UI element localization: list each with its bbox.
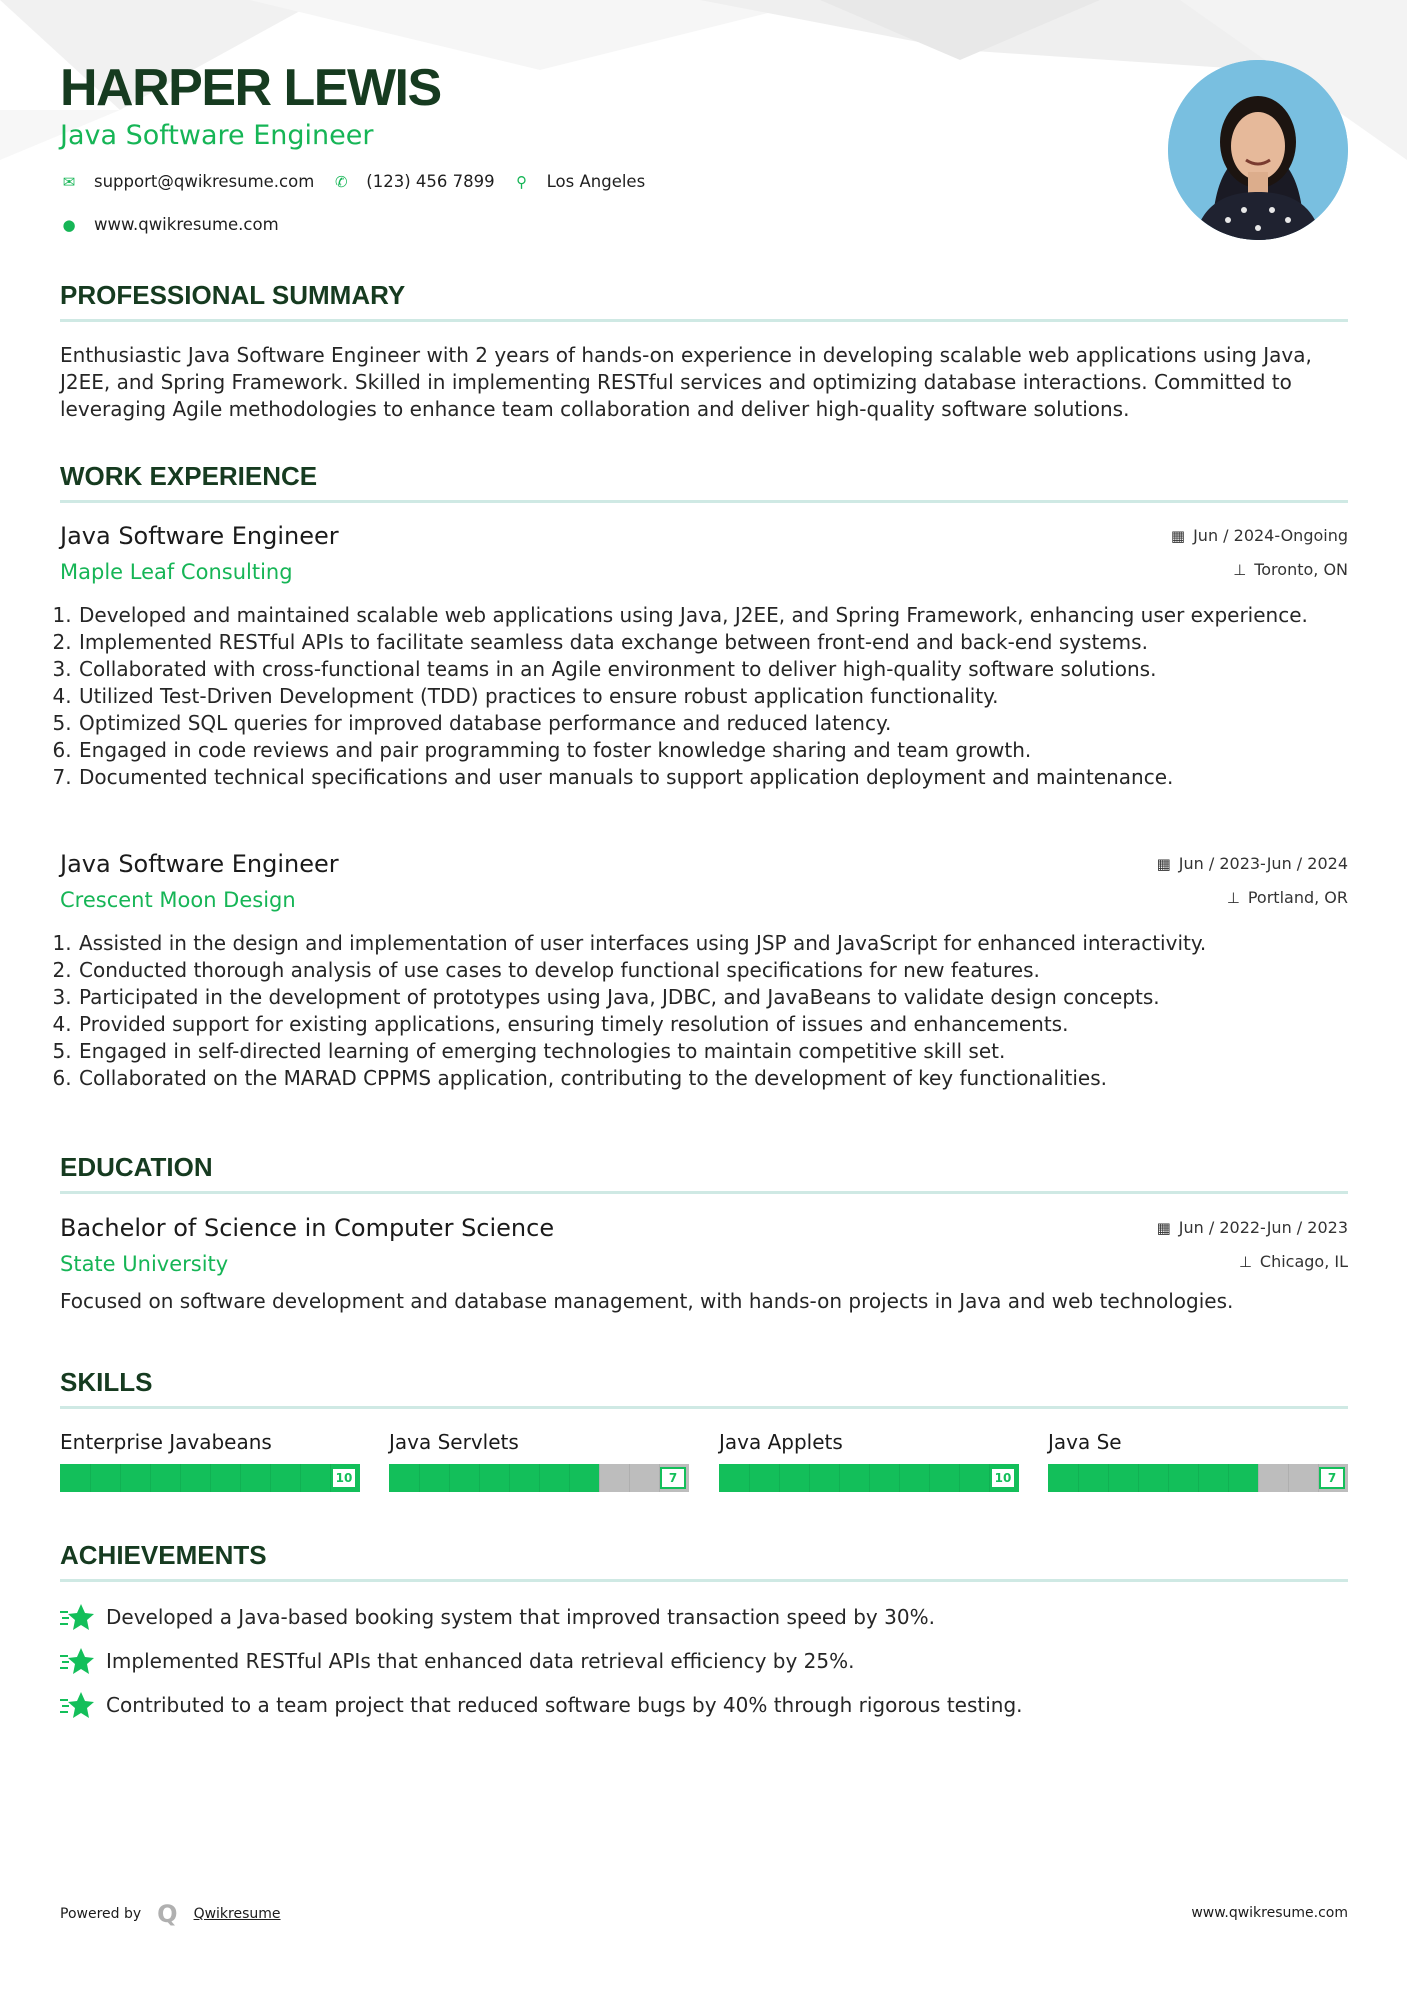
skill-bar-segment	[180, 1464, 181, 1492]
skill-bar-segment	[569, 1464, 570, 1492]
footer-website[interactable]: www.qwikresume.com	[1191, 1905, 1348, 1921]
skill-bar-segment	[419, 1464, 420, 1492]
skill-bar	[60, 1464, 360, 1492]
skill-bar-segment	[749, 1464, 750, 1492]
skill-bar-segment	[929, 1464, 930, 1492]
list-item: 6. Engaged in code reviews and pair programming to foster knowledge sharing and team growth.	[78, 737, 1308, 764]
section-heading: SKILLS	[60, 1367, 1348, 1409]
location-text: Toronto, ON	[1254, 560, 1348, 579]
skill-bar-segment	[1138, 1464, 1139, 1492]
skills-section	[60, 1367, 1348, 1409]
achievement-item	[60, 1646, 855, 1676]
contact-row	[60, 172, 663, 191]
skill-bar-segment	[1228, 1464, 1229, 1492]
skill-bar-segment	[90, 1464, 91, 1492]
email[interactable]: support@qwikresume.com	[94, 172, 315, 191]
skill-bar	[1048, 1464, 1348, 1492]
website[interactable]: www.qwikresume.com	[94, 215, 279, 234]
qwikresume-logo-icon: Q	[157, 1900, 178, 1928]
job-dates	[1157, 854, 1348, 873]
skill-bar-segment	[1078, 1464, 1079, 1492]
website-row	[60, 215, 297, 234]
list-item: 4. Utilized Test-Driven Development (TDD) practices to ensure robust application functionality.	[78, 683, 1308, 710]
phone-icon: ✆	[335, 172, 348, 191]
section-heading: ACHIEVEMENTS	[60, 1540, 1348, 1582]
pushpin-icon: ⊥	[1238, 1252, 1252, 1271]
job-entry-title: Java Software Engineer	[60, 522, 339, 550]
powered-by-label: Powered by	[60, 1906, 142, 1922]
skill-bar-segment	[150, 1464, 151, 1492]
globe-icon: ●	[62, 215, 76, 234]
skill-bar-segment	[1168, 1464, 1169, 1492]
job-dates	[1171, 526, 1348, 545]
list-item: 1. Developed and maintained scalable web applications using Java, J2EE, and Spring Framework, enhancing user experience.	[78, 602, 1308, 629]
job-location	[1233, 560, 1348, 579]
skill-bar-segment	[300, 1464, 301, 1492]
skill-bar-segment	[449, 1464, 450, 1492]
skill-bar-segment	[599, 1464, 600, 1492]
skill-bar-segment	[120, 1464, 121, 1492]
envelope-icon: ✉	[62, 172, 76, 191]
education-dates	[1157, 1218, 1348, 1237]
company-name: Maple Leaf Consulting	[60, 560, 293, 584]
skill-bar-segment	[1258, 1464, 1259, 1492]
achievement-item	[60, 1602, 935, 1632]
achievement-text: Developed a Java-based booking system that improved transaction speed by 30%.	[106, 1605, 935, 1629]
date-range: Jun / 2022-Jun / 2023	[1178, 1218, 1348, 1237]
star-icon	[60, 1646, 94, 1676]
skill-bar-segment	[1108, 1464, 1109, 1492]
list-item: 2. Implemented RESTful APIs to facilitate seamless data exchange between front-end and back-end systems.	[78, 629, 1308, 656]
company-name: Crescent Moon Design	[60, 888, 296, 912]
job-bullets	[60, 930, 1206, 1092]
job-bullets	[60, 602, 1308, 791]
skill-item	[719, 1430, 1019, 1485]
list-item: 5. Optimized SQL queries for improved database performance and reduced latency.	[78, 710, 1308, 737]
skill-bar-segment	[779, 1464, 780, 1492]
skill-level: 10	[331, 1467, 357, 1489]
skill-item	[389, 1430, 689, 1485]
job-entry-title: Java Software Engineer	[60, 850, 339, 878]
skill-bar-segment	[1288, 1464, 1289, 1492]
skill-bar-segment	[240, 1464, 241, 1492]
powered-by	[60, 1900, 281, 1928]
date-range: Jun / 2023-Jun / 2024	[1178, 854, 1348, 873]
skill-name: Java Servlets	[389, 1430, 519, 1454]
list-item: 1. Assisted in the design and implementation of user interfaces using JSP and JavaScript for enhanced interactivity.	[78, 930, 1206, 957]
skill-bar-segment	[270, 1464, 271, 1492]
education-description: Focused on software development and database management, with hands-on projects in Java and web technologies.	[60, 1289, 1234, 1313]
map-pin-icon: ⚲	[516, 172, 528, 191]
section-heading: EDUCATION	[60, 1152, 1348, 1194]
pushpin-icon: ⊥	[1226, 888, 1240, 907]
education-location	[1239, 1252, 1348, 1271]
skill-level: 10	[990, 1467, 1016, 1489]
list-item: 2. Conducted thorough analysis of use cases to develop functional specifications for new features.	[78, 957, 1206, 984]
achievement-text: Contributed to a team project that reduced software bugs by 40% through rigorous testing.	[106, 1693, 1023, 1717]
star-icon	[60, 1690, 94, 1720]
calendar-icon: ▦	[1156, 854, 1171, 873]
list-item: 3. Collaborated with cross-functional teams in an Agile environment to deliver high-quality software solutions.	[78, 656, 1308, 683]
calendar-icon: ▦	[1156, 1218, 1171, 1237]
summary-section	[60, 280, 1348, 423]
skill-bar-segment	[629, 1464, 630, 1492]
achievement-item	[60, 1690, 1023, 1720]
skill-name: Java Se	[1048, 1430, 1122, 1454]
skill-bar-segment	[959, 1464, 960, 1492]
section-heading: WORK EXPERIENCE	[60, 461, 1348, 503]
experience-section	[60, 461, 1348, 503]
list-item: 3. Participated in the development of prototypes using Java, JDBC, and JavaBeans to validate design concepts.	[78, 984, 1206, 1011]
summary-text: Enthusiastic Java Software Engineer with 2 years of hands-on experience in developing scalable web applications using Java, J2EE, and Spring Framework. Skilled in implementing RESTful services and optimizing database interactions. Committed to leveraging Agile methodologies to enhance team collaboration and deliver high-quality software solutions.	[60, 343, 1312, 421]
skill-bar-segment	[210, 1464, 211, 1492]
location: Los Angeles	[546, 172, 646, 191]
pushpin-icon: ⊥	[1233, 560, 1247, 579]
brand-link[interactable]: Qwikresume	[193, 1906, 281, 1922]
location-text: Chicago, IL	[1259, 1252, 1348, 1271]
section-heading: PROFESSIONAL SUMMARY	[60, 280, 1348, 322]
skill-bar	[389, 1464, 689, 1492]
skill-bar-segment	[509, 1464, 510, 1492]
list-item: 6. Collaborated on the MARAD CPPMS application, contributing to the development of key functionalities.	[78, 1065, 1206, 1092]
skill-bar-segment	[869, 1464, 870, 1492]
skill-bar-fill	[389, 1464, 599, 1492]
date-range: Jun / 2024-Ongoing	[1193, 526, 1348, 545]
skill-name: Enterprise Javabeans	[60, 1430, 272, 1454]
list-item: 4. Provided support for existing applications, ensuring timely resolution of issues and enhancements.	[78, 1011, 1206, 1038]
achievements-section	[60, 1540, 1348, 1582]
achievement-text: Implemented RESTful APIs that enhanced data retrieval efficiency by 25%.	[106, 1649, 855, 1673]
list-item: 7. Documented technical specifications and user manuals to support application deployment and maintenance.	[78, 764, 1308, 791]
skill-bar-segment	[899, 1464, 900, 1492]
list-item: 5. Engaged in self-directed learning of emerging technologies to maintain competitive skill set.	[78, 1038, 1206, 1065]
star-icon	[60, 1602, 94, 1632]
skill-bar-segment	[479, 1464, 480, 1492]
skill-bar-segment	[809, 1464, 810, 1492]
skill-bar-segment	[1198, 1464, 1199, 1492]
location-text: Portland, OR	[1247, 888, 1348, 907]
skill-bar-fill	[1048, 1464, 1258, 1492]
phone: (123) 456 7899	[366, 172, 495, 191]
skill-level: 7	[660, 1467, 686, 1489]
education-section	[60, 1152, 1348, 1194]
avatar	[1168, 60, 1348, 240]
calendar-icon: ▦	[1170, 526, 1186, 545]
job-location	[1227, 888, 1348, 907]
skill-bar-segment	[839, 1464, 840, 1492]
skill-level: 7	[1319, 1467, 1345, 1489]
school-name: State University	[60, 1252, 229, 1276]
candidate-name: HARPER LEWIS	[60, 59, 441, 117]
skill-name: Java Applets	[719, 1430, 843, 1454]
skill-bar	[719, 1464, 1019, 1492]
skill-item	[1048, 1430, 1348, 1485]
degree: Bachelor of Science in Computer Science	[60, 1214, 555, 1242]
skill-item	[60, 1430, 360, 1485]
job-title: Java Software Engineer	[60, 120, 374, 151]
skill-bar-segment	[539, 1464, 540, 1492]
